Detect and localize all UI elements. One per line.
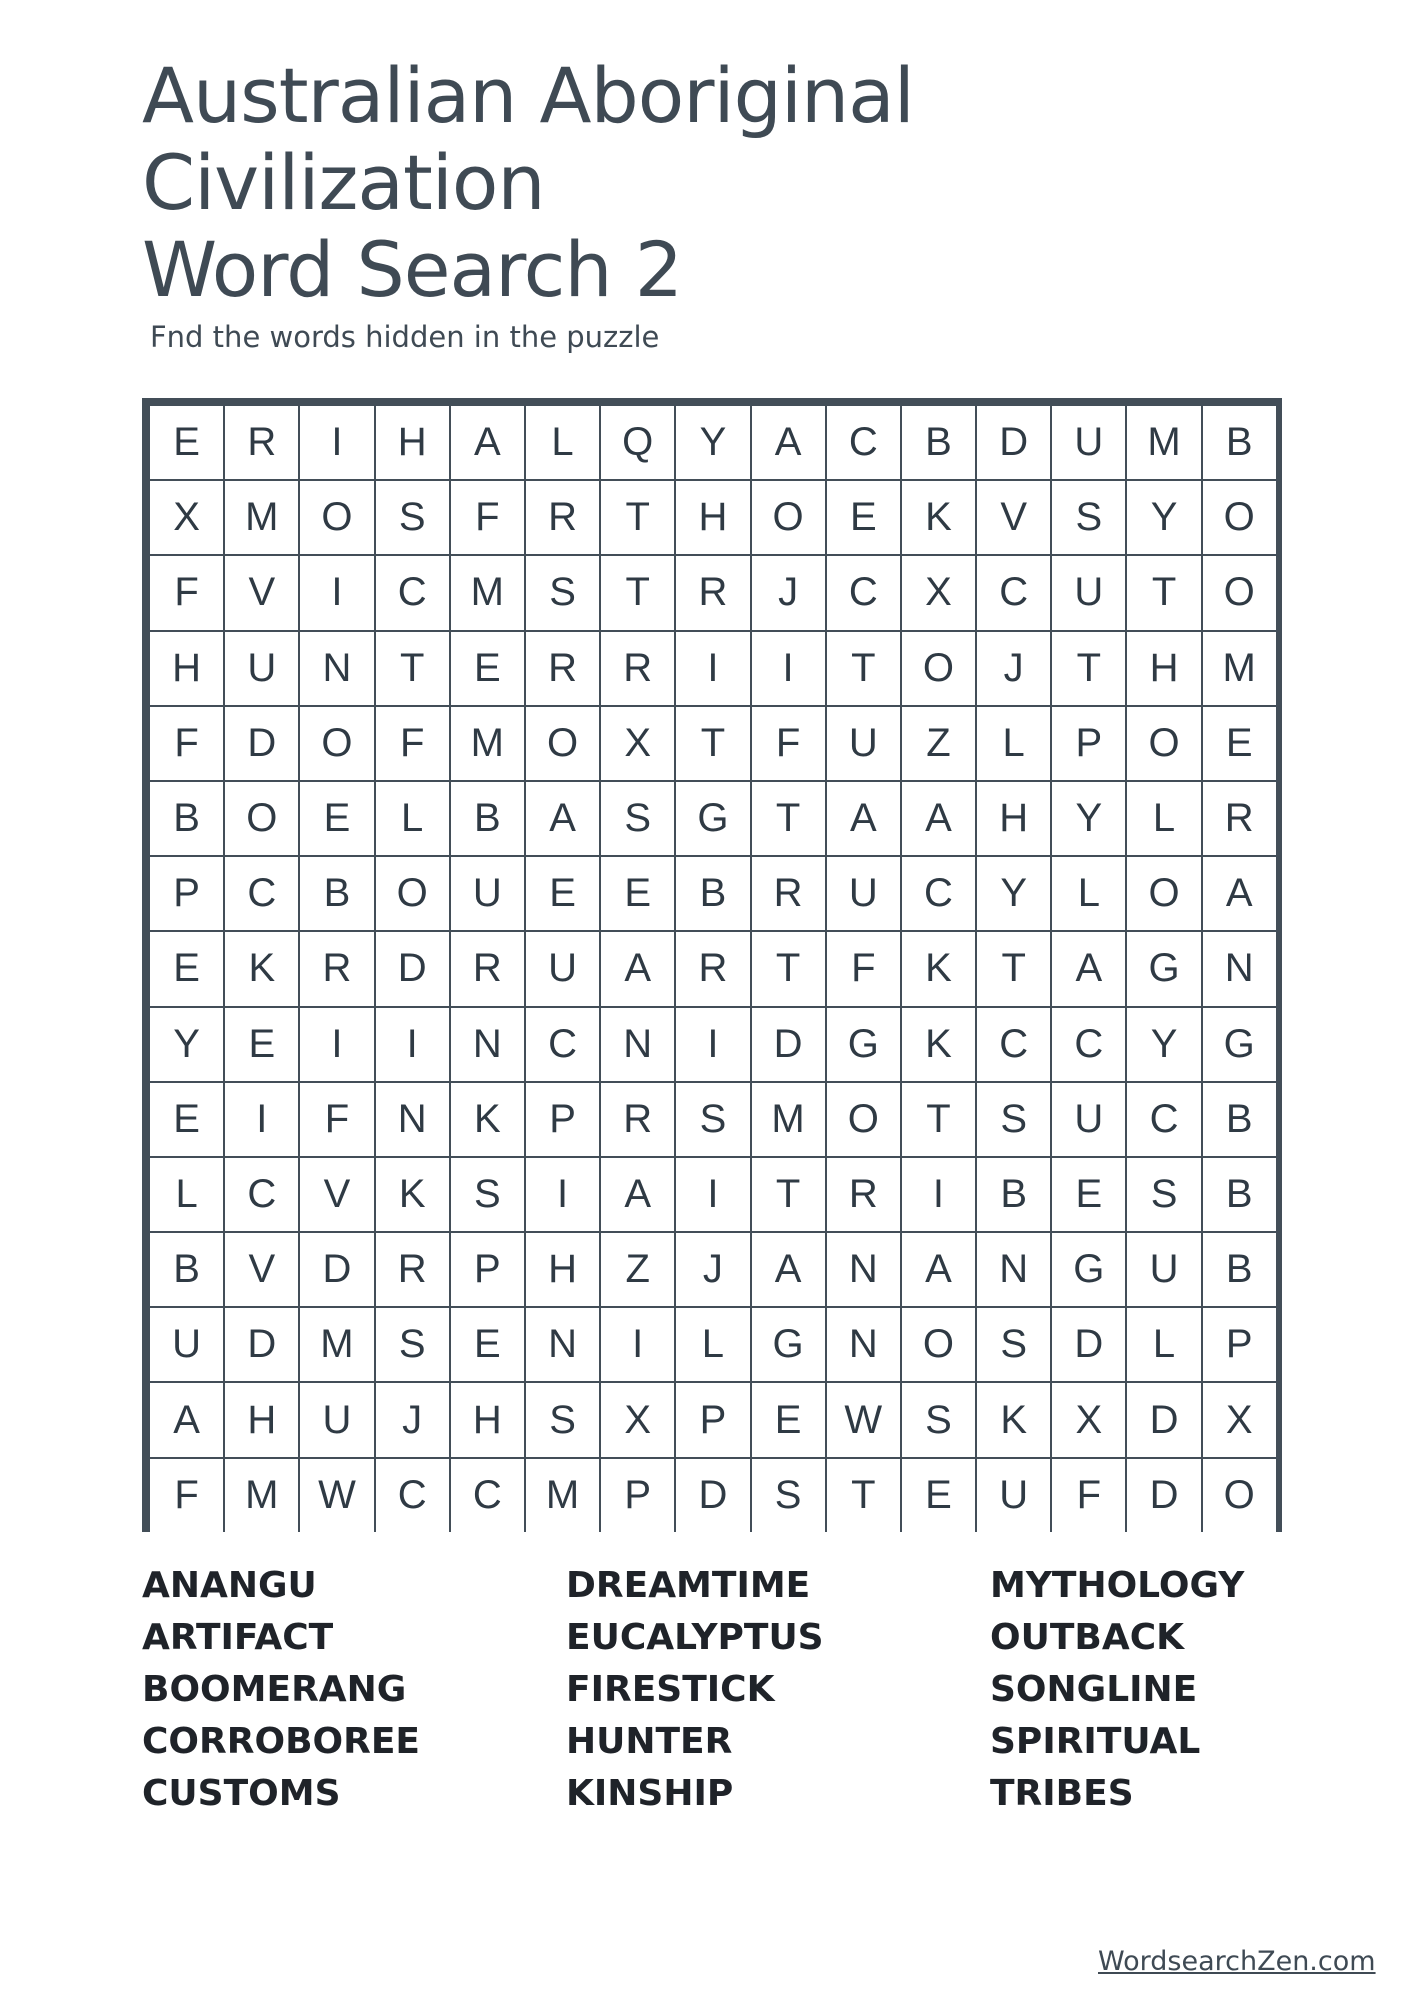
grid-cell: T — [752, 1158, 825, 1231]
grid-cell: B — [1203, 1158, 1276, 1231]
grid-cell: L — [977, 707, 1050, 780]
word-item: CUSTOMS — [142, 1773, 341, 1814]
grid-cell: T — [376, 632, 449, 705]
grid-cell: R — [526, 632, 599, 705]
grid-cell: G — [1203, 1008, 1276, 1081]
title-line-1: Australian Aboriginal — [142, 51, 914, 140]
grid-cell: T — [752, 782, 825, 855]
grid-cell: S — [902, 1383, 975, 1456]
grid-cell: P — [601, 1459, 674, 1532]
grid-cell: E — [451, 1308, 524, 1381]
grid-cell: R — [451, 932, 524, 1005]
grid-cell: R — [1203, 782, 1276, 855]
word-item: DREAMTIME — [566, 1565, 811, 1606]
grid-cell: C — [902, 857, 975, 930]
grid-cell: B — [150, 1233, 223, 1306]
grid-cell: O — [827, 1083, 900, 1156]
grid-cell: S — [526, 556, 599, 629]
grid-cell: Y — [150, 1008, 223, 1081]
word-item: MYTHOLOGY — [990, 1565, 1245, 1606]
grid-cell: A — [1052, 932, 1125, 1005]
grid-cell: L — [1052, 857, 1125, 930]
puzzle-grid — [150, 406, 1276, 1532]
grid-cell: A — [1203, 857, 1276, 930]
word-item: EUCALYPTUS — [566, 1617, 824, 1658]
grid-cell: K — [977, 1383, 1050, 1456]
grid-cell: K — [225, 932, 298, 1005]
grid-cell: O — [225, 782, 298, 855]
word-item: ANANGU — [142, 1565, 317, 1606]
grid-cell: J — [752, 556, 825, 629]
grid-cell: L — [676, 1308, 749, 1381]
grid-cell: C — [1127, 1083, 1200, 1156]
grid-cell: L — [526, 406, 599, 479]
grid-cell: E — [827, 481, 900, 554]
word-item: KINSHIP — [566, 1773, 734, 1814]
grid-cell: E — [225, 1008, 298, 1081]
grid-cell: O — [526, 707, 599, 780]
grid-cell: S — [601, 782, 674, 855]
grid-cell: Q — [601, 406, 674, 479]
grid-cell: X — [902, 556, 975, 629]
grid-cell: I — [376, 1008, 449, 1081]
grid-cell: Z — [601, 1233, 674, 1306]
page-title — [142, 52, 914, 313]
grid-cell: M — [225, 1459, 298, 1532]
grid-cell: A — [601, 1158, 674, 1231]
grid-cell: U — [1127, 1233, 1200, 1306]
grid-cell: I — [676, 1008, 749, 1081]
grid-cell: L — [1127, 782, 1200, 855]
grid-cell: I — [601, 1308, 674, 1381]
grid-cell: P — [1052, 707, 1125, 780]
grid-cell: O — [752, 481, 825, 554]
grid-cell: D — [977, 406, 1050, 479]
grid-cell: T — [1052, 632, 1125, 705]
grid-cell: M — [451, 707, 524, 780]
grid-cell: E — [752, 1383, 825, 1456]
grid-cell: Y — [1052, 782, 1125, 855]
grid-cell: E — [1203, 707, 1276, 780]
grid-cell: N — [977, 1233, 1050, 1306]
grid-cell: O — [1203, 556, 1276, 629]
grid-cell: U — [1052, 406, 1125, 479]
grid-cell: Z — [902, 707, 975, 780]
grid-cell: F — [827, 932, 900, 1005]
grid-cell: S — [752, 1459, 825, 1532]
grid-cell: U — [977, 1459, 1050, 1532]
grid-cell: E — [150, 406, 223, 479]
instructions: Fnd the words hidden in the puzzle — [150, 320, 660, 354]
grid-cell: F — [752, 707, 825, 780]
grid-cell: N — [1203, 932, 1276, 1005]
grid-cell: E — [150, 932, 223, 1005]
grid-cell: S — [376, 481, 449, 554]
grid-cell: V — [225, 556, 298, 629]
grid-cell: X — [150, 481, 223, 554]
word-item: CORROBOREE — [142, 1721, 421, 1762]
grid-cell: O — [902, 632, 975, 705]
grid-cell: L — [1127, 1308, 1200, 1381]
grid-cell: W — [827, 1383, 900, 1456]
grid-cell: O — [300, 481, 373, 554]
grid-cell: C — [977, 1008, 1050, 1081]
grid-cell: F — [451, 481, 524, 554]
grid-cell: A — [752, 406, 825, 479]
grid-cell: F — [150, 707, 223, 780]
grid-cell: I — [676, 632, 749, 705]
grid-cell: G — [752, 1308, 825, 1381]
grid-cell: A — [902, 1233, 975, 1306]
grid-cell: C — [376, 556, 449, 629]
grid-cell: O — [1127, 857, 1200, 930]
grid-cell: I — [676, 1158, 749, 1231]
grid-cell: C — [225, 1158, 298, 1231]
grid-cell: I — [300, 406, 373, 479]
grid-cell: E — [451, 632, 524, 705]
grid-cell: B — [1203, 406, 1276, 479]
grid-cell: F — [150, 1459, 223, 1532]
grid-cell: R — [827, 1158, 900, 1231]
grid-cell: K — [902, 932, 975, 1005]
grid-cell: R — [601, 632, 674, 705]
grid-cell: P — [150, 857, 223, 930]
grid-cell: H — [1127, 632, 1200, 705]
grid-cell: M — [1127, 406, 1200, 479]
grid-cell: R — [676, 556, 749, 629]
grid-cell: C — [827, 556, 900, 629]
grid-cell: C — [225, 857, 298, 930]
grid-cell: E — [902, 1459, 975, 1532]
grid-cell: G — [676, 782, 749, 855]
grid-cell: O — [1203, 481, 1276, 554]
word-item: SONGLINE — [990, 1669, 1198, 1710]
grid-cell: B — [676, 857, 749, 930]
grid-cell: I — [526, 1158, 599, 1231]
word-list-column-3 — [990, 1560, 1244, 1820]
grid-cell: N — [376, 1083, 449, 1156]
grid-cell: G — [827, 1008, 900, 1081]
grid-cell: E — [150, 1083, 223, 1156]
grid-cell: H — [676, 481, 749, 554]
grid-cell: B — [977, 1158, 1050, 1231]
grid-cell: D — [1127, 1459, 1200, 1532]
grid-cell: N — [827, 1233, 900, 1306]
grid-cell: U — [300, 1383, 373, 1456]
grid-cell: C — [977, 556, 1050, 629]
grid-cell: A — [526, 782, 599, 855]
grid-cell: X — [601, 707, 674, 780]
grid-cell: B — [451, 782, 524, 855]
grid-cell: M — [225, 481, 298, 554]
grid-cell: O — [300, 707, 373, 780]
grid-cell: B — [150, 782, 223, 855]
grid-cell: H — [526, 1233, 599, 1306]
grid-cell: B — [1203, 1233, 1276, 1306]
grid-cell: A — [752, 1233, 825, 1306]
grid-cell: S — [977, 1308, 1050, 1381]
grid-cell: O — [1203, 1459, 1276, 1532]
word-item: TRIBES — [990, 1773, 1134, 1814]
grid-cell: I — [902, 1158, 975, 1231]
grid-cell: A — [451, 406, 524, 479]
grid-cell: I — [225, 1083, 298, 1156]
grid-cell: X — [1052, 1383, 1125, 1456]
grid-cell: T — [752, 932, 825, 1005]
grid-cell: S — [526, 1383, 599, 1456]
grid-cell: R — [225, 406, 298, 479]
word-list-column-1 — [142, 1560, 420, 1820]
word-item: OUTBACK — [990, 1617, 1185, 1658]
grid-cell: X — [601, 1383, 674, 1456]
grid-cell: O — [902, 1308, 975, 1381]
grid-cell: B — [1203, 1083, 1276, 1156]
grid-cell: I — [300, 1008, 373, 1081]
grid-cell: D — [225, 707, 298, 780]
grid-cell: C — [376, 1459, 449, 1532]
title-line-2: Civilization — [142, 138, 545, 227]
grid-cell: R — [526, 481, 599, 554]
grid-cell: T — [827, 632, 900, 705]
grid-cell: J — [676, 1233, 749, 1306]
grid-cell: S — [676, 1083, 749, 1156]
grid-cell: K — [376, 1158, 449, 1231]
grid-cell: S — [977, 1083, 1050, 1156]
grid-cell: N — [451, 1008, 524, 1081]
grid-cell: D — [1127, 1383, 1200, 1456]
grid-cell: U — [225, 632, 298, 705]
grid-cell: Y — [977, 857, 1050, 930]
grid-cell: D — [300, 1233, 373, 1306]
grid-cell: R — [601, 1083, 674, 1156]
grid-cell: U — [827, 707, 900, 780]
grid-cell: D — [376, 932, 449, 1005]
word-item: FIRESTICK — [566, 1669, 775, 1710]
grid-cell: V — [300, 1158, 373, 1231]
grid-cell: K — [902, 481, 975, 554]
grid-cell: X — [1203, 1383, 1276, 1456]
grid-cell: P — [1203, 1308, 1276, 1381]
grid-cell: U — [451, 857, 524, 930]
grid-cell: R — [300, 932, 373, 1005]
grid-cell: L — [150, 1158, 223, 1231]
grid-cell: C — [827, 406, 900, 479]
grid-cell: M — [1203, 632, 1276, 705]
grid-cell: K — [451, 1083, 524, 1156]
grid-cell: I — [752, 632, 825, 705]
word-item: BOOMERANG — [142, 1669, 407, 1710]
grid-cell: M — [451, 556, 524, 629]
grid-cell: P — [451, 1233, 524, 1306]
grid-cell: E — [601, 857, 674, 930]
grid-cell: N — [300, 632, 373, 705]
grid-cell: I — [300, 556, 373, 629]
grid-cell: B — [902, 406, 975, 479]
grid-cell: H — [150, 632, 223, 705]
grid-cell: G — [1127, 932, 1200, 1005]
grid-cell: E — [1052, 1158, 1125, 1231]
grid-cell: Y — [1127, 481, 1200, 554]
grid-cell: T — [977, 932, 1050, 1005]
grid-cell: J — [376, 1383, 449, 1456]
grid-cell: O — [1127, 707, 1200, 780]
grid-cell: M — [526, 1459, 599, 1532]
grid-cell: A — [150, 1383, 223, 1456]
word-list-column-2 — [566, 1560, 824, 1820]
grid-cell: L — [376, 782, 449, 855]
word-item: HUNTER — [566, 1721, 733, 1762]
grid-cell: Y — [1127, 1008, 1200, 1081]
grid-cell: V — [977, 481, 1050, 554]
grid-cell: S — [451, 1158, 524, 1231]
grid-cell: C — [451, 1459, 524, 1532]
grid-cell: H — [225, 1383, 298, 1456]
grid-cell: U — [1052, 556, 1125, 629]
grid-cell: S — [1052, 481, 1125, 554]
grid-cell: U — [827, 857, 900, 930]
puzzle-grid-frame — [142, 398, 1282, 1532]
grid-cell: M — [300, 1308, 373, 1381]
word-item: SPIRITUAL — [990, 1721, 1201, 1762]
grid-cell: A — [902, 782, 975, 855]
title-line-3: Word Search 2 — [142, 225, 683, 314]
grid-cell: A — [827, 782, 900, 855]
grid-cell: N — [827, 1308, 900, 1381]
grid-cell: E — [526, 857, 599, 930]
grid-cell: R — [376, 1233, 449, 1306]
grid-cell: T — [902, 1083, 975, 1156]
grid-cell: Y — [676, 406, 749, 479]
grid-cell: C — [1052, 1008, 1125, 1081]
grid-cell: M — [752, 1083, 825, 1156]
grid-cell: D — [676, 1459, 749, 1532]
grid-cell: U — [526, 932, 599, 1005]
grid-cell: A — [601, 932, 674, 1005]
grid-cell: P — [526, 1083, 599, 1156]
grid-cell: S — [376, 1308, 449, 1381]
grid-cell: H — [451, 1383, 524, 1456]
grid-cell: D — [225, 1308, 298, 1381]
grid-cell: C — [526, 1008, 599, 1081]
grid-cell: U — [1052, 1083, 1125, 1156]
grid-cell: N — [526, 1308, 599, 1381]
grid-cell: R — [752, 857, 825, 930]
grid-cell: P — [676, 1383, 749, 1456]
grid-cell: U — [150, 1308, 223, 1381]
grid-cell: F — [376, 707, 449, 780]
grid-cell: N — [601, 1008, 674, 1081]
grid-cell: F — [300, 1083, 373, 1156]
grid-cell: W — [300, 1459, 373, 1532]
grid-cell: T — [827, 1459, 900, 1532]
grid-cell: D — [1052, 1308, 1125, 1381]
grid-cell: T — [601, 556, 674, 629]
grid-cell: J — [977, 632, 1050, 705]
grid-cell: G — [1052, 1233, 1125, 1306]
grid-cell: T — [601, 481, 674, 554]
site-link[interactable]: WordsearchZen.com — [1098, 1946, 1376, 1977]
grid-cell: V — [225, 1233, 298, 1306]
grid-cell: O — [376, 857, 449, 930]
grid-cell: H — [977, 782, 1050, 855]
grid-cell: F — [1052, 1459, 1125, 1532]
grid-cell: E — [300, 782, 373, 855]
grid-cell: D — [752, 1008, 825, 1081]
grid-cell: T — [1127, 556, 1200, 629]
grid-cell: T — [676, 707, 749, 780]
grid-cell: K — [902, 1008, 975, 1081]
grid-cell: B — [300, 857, 373, 930]
grid-cell: S — [1127, 1158, 1200, 1231]
grid-cell: H — [376, 406, 449, 479]
grid-cell: F — [150, 556, 223, 629]
grid-cell: R — [676, 932, 749, 1005]
word-item: ARTIFACT — [142, 1617, 334, 1658]
